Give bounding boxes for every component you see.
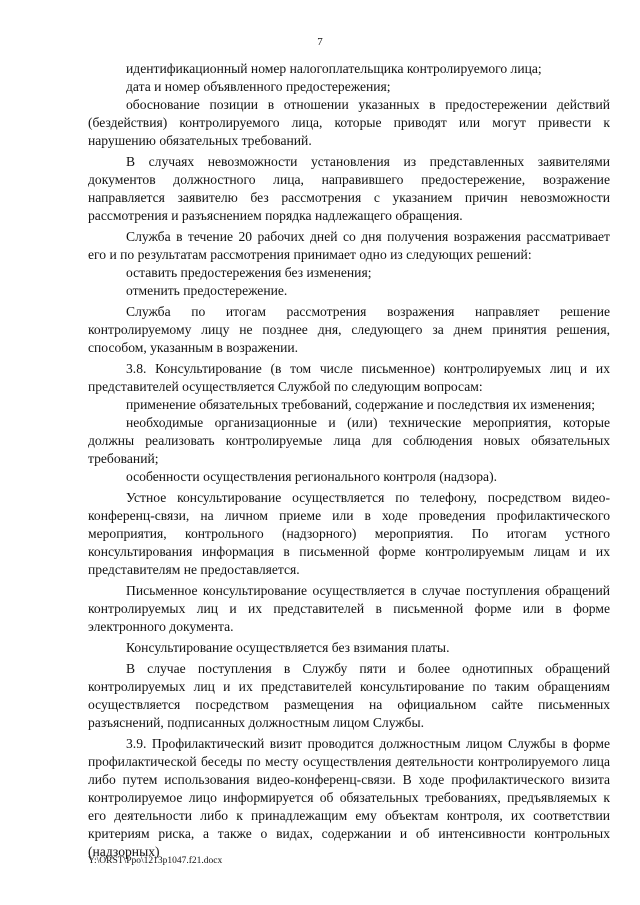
paragraph-impossibility-of-identification: В случаях невозможности установления из представленных заявителями документов должностного лица, направившего предостережение, возражение направляется заявителю без рассмотрения с указанием причин невозможности рассмотрения и разъяснением порядка надлежащего обращения.	[88, 154, 610, 223]
paragraph-topic-control-features: особенности осуществления регионального контроля (надзора).	[126, 469, 498, 484]
paragraph-objection-review: Служба в течение 20 рабочих дней со дня получения возражения рассматривает его и по результатам рассмотрения принимает одно из следующих решений:	[88, 229, 610, 262]
paragraph-oral-consulting: Устное консультирование осуществляется по телефону, посредством видео-конференц-связи, на личном приеме или в ходе проведения профилактического мероприятия, контрольного (надзорного) мероприятия. По итогам устного консультирования информация в письменной форме контролируемым лицам и их представителям не предоставляется.	[88, 490, 610, 577]
paragraph-inn: идентификационный номер налогоплательщика контролируемого лица;	[126, 61, 542, 76]
page-number: 7	[317, 36, 323, 48]
paragraph-topic-requirements: применение обязательных требований, содержание и последствия их изменения;	[126, 397, 596, 412]
footer-file-path: Y:\ORST\Ppo\1213p1047.f21.docx	[88, 856, 223, 866]
paragraph-decision-delivery: Служба по итогам рассмотрения возражения направляет решение контролируемому лицу не позднее дня, следующего за днем принятия решения, способом, указанным в возражении.	[88, 304, 610, 355]
paragraph-option-cancel: отменить предостережение.	[126, 283, 288, 298]
document-body	[88, 60, 610, 861]
paragraph-section-3-9: 3.9. Профилактический визит проводится должностным лицом Службы в форме профилактической беседы по месту осуществления деятельности контролируемого лица либо путем использования видео-конференц-связи. В ходе профилактического визита контролируемое лицо информируется об обязательных требованиях, предъявляемых к его деятельности либо к принадлежащим ему объектам контроля, их соответствии критериям риска, а также о видах, содержании и об интенсивности контрольных (надзорных)	[88, 736, 610, 859]
paragraph-topic-measures: необходимые организационные и (или) технические мероприятия, которые должны реализовать контролируемые лица для соблюдения новых обязательных требований;	[88, 415, 610, 466]
paragraph-free-of-charge: Консультирование осуществляется без взимания платы.	[126, 640, 450, 655]
paragraph-multiple-requests: В случае поступления в Службу пяти и более однотипных обращений контролируемых лиц и их представителей консультирование по таким обращениям осуществляется посредством размещения на официальном сайте письменных разъяснений, подписанных должностным лицом Службы.	[88, 661, 610, 730]
paragraph-section-3-8: 3.8. Консультирование (в том числе письменное) контролируемых лиц и их представителей осуществляется Службой по следующим вопросам:	[88, 361, 610, 394]
paragraph-written-consulting: Письменное консультирование осуществляется в случае поступления обращений контролируемых лиц и их представителей в письменной форме или в форме электронного документа.	[88, 583, 610, 634]
paragraph-warning-date-number: дата и номер объявленного предостережения;	[126, 79, 391, 94]
paragraph-position-justification: обоснование позиции в отношении указанных в предостережении действий (бездействия) контролируемого лица, которые приводят или могут привести к нарушению обязательных требований.	[88, 97, 610, 148]
paragraph-option-keep: оставить предостережения без изменения;	[126, 265, 372, 280]
